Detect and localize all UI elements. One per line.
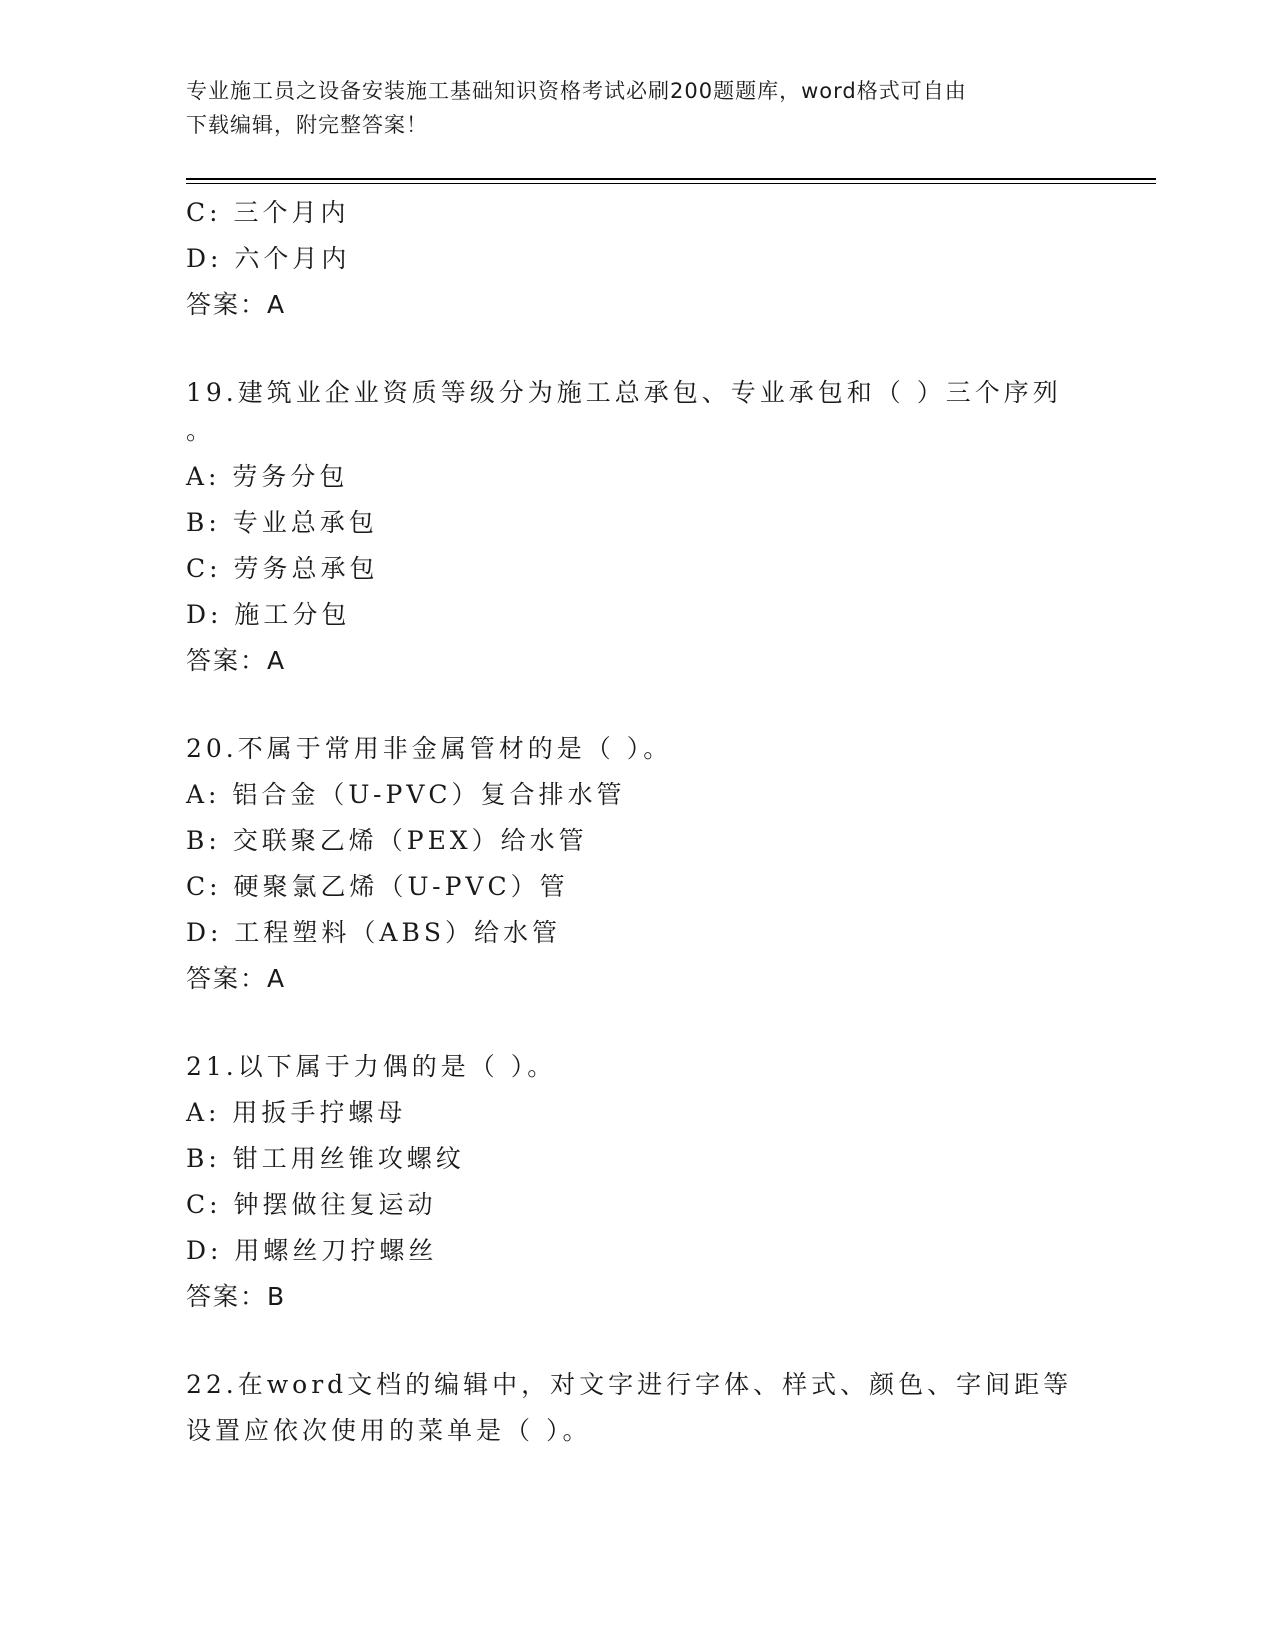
option-b: B: 交联聚乙烯（PEX）给水管 [186, 826, 588, 855]
header-line-2: 下载编辑，附完整答案！ [186, 113, 428, 137]
option-b: B: 钳工用丝锥攻螺纹 [186, 1144, 465, 1173]
question-21 [186, 1044, 1086, 1320]
spacer [186, 1320, 1086, 1362]
header-line-1: 专业施工员之设备安装施工基础知识资格考试必刷200题题库，word格式可自由 [186, 79, 967, 103]
option-d: D: 六个月内 [186, 244, 351, 273]
document-header [186, 74, 1086, 142]
option-c: C: 三个月内 [186, 198, 350, 227]
option-a: A: 铝合金（U-PVC）复合排水管 [186, 780, 626, 809]
option-a: A: 劳务分包 [186, 462, 349, 491]
spacer [186, 328, 1086, 370]
header-divider-thick [186, 178, 1156, 180]
answer-line: 答案：A [186, 964, 287, 993]
question-20 [186, 726, 1086, 1002]
option-c: C: 硬聚氯乙烯（U-PVC）管 [186, 872, 569, 901]
option-a: A: 用扳手拧螺母 [186, 1098, 407, 1127]
answer-line: 答案：A [186, 290, 287, 319]
question-stem: 19.建筑业企业资质等级分为施工总承包、专业承包和（ ）三个序列 [186, 378, 1062, 407]
answer-line: 答案：B [186, 1282, 287, 1311]
option-b: B: 专业总承包 [186, 508, 378, 537]
question-list [186, 190, 1086, 1454]
question-stem: 20.不属于常用非金属管材的是（ ）。 [186, 734, 673, 763]
option-d: D: 用螺丝刀拧螺丝 [186, 1236, 438, 1265]
option-c: C: 劳务总承包 [186, 554, 379, 583]
question-19 [186, 370, 1086, 684]
question-stem-continued: 设置应依次使用的菜单是（ ）。 [186, 1416, 592, 1445]
question-22 [186, 1362, 1086, 1454]
option-d: D: 施工分包 [186, 600, 351, 629]
answer-line: 答案：A [186, 646, 287, 675]
question-stem: 22.在word文档的编辑中，对文字进行字体、样式、颜色、字间距等 [186, 1370, 1073, 1399]
question-stem-continued: 。 [186, 416, 216, 445]
question-stem: 21.以下属于力偶的是（ ）。 [186, 1052, 557, 1081]
header-divider-thin [186, 183, 1156, 184]
question-18-tail [186, 190, 1086, 328]
option-c: C: 钟摆做往复运动 [186, 1190, 437, 1219]
option-d: D: 工程塑料（ABS）给水管 [186, 918, 561, 947]
spacer [186, 684, 1086, 726]
spacer [186, 1002, 1086, 1044]
